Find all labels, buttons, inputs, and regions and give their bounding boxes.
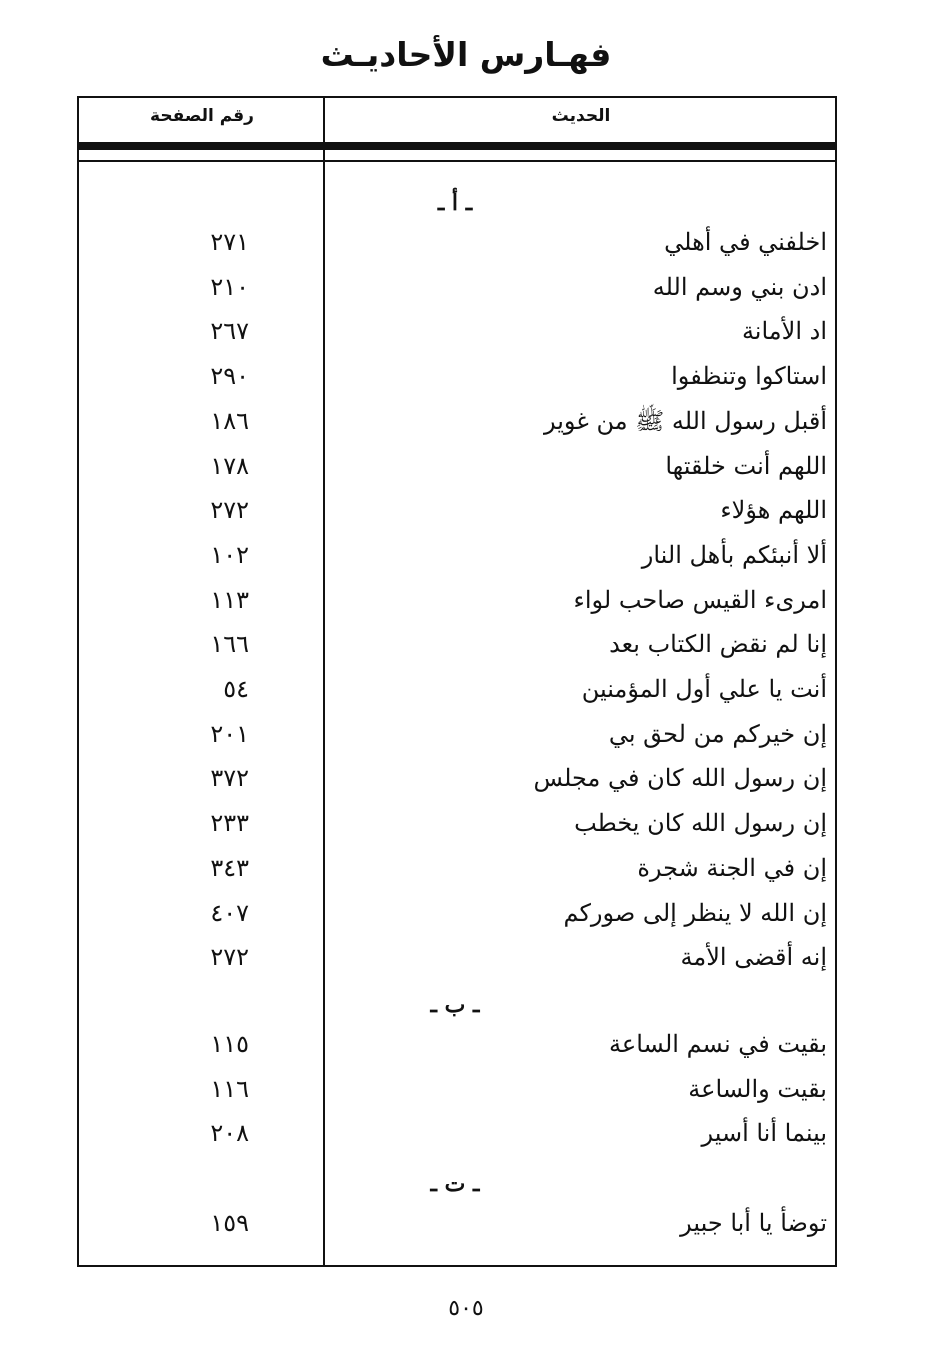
- page-reference: ٤٠٧: [210, 899, 249, 927]
- column-header-page-number: رقم الصفحة: [150, 106, 254, 126]
- page-reference: ٢٦٧: [210, 317, 249, 345]
- hadith-text: توضأ يا أبا جبير: [680, 1209, 827, 1237]
- index-row: [79, 1111, 835, 1155]
- page-reference: ٢٩٠: [210, 362, 249, 390]
- page-reference: ٣٧٢: [210, 764, 249, 792]
- column-header-hadith: الحديث: [551, 106, 611, 126]
- index-row: [79, 399, 835, 443]
- hadith-text: إنا لم نقض الكتاب بعد: [609, 630, 827, 658]
- index-row: [79, 891, 835, 935]
- index-row: [79, 935, 835, 979]
- hadith-text: بينما أنا أسير: [701, 1119, 827, 1147]
- page-reference: ٢١٠: [210, 273, 249, 301]
- index-row: [79, 712, 835, 756]
- hadith-text: أنت يا علي أول المؤمنين: [581, 675, 827, 703]
- section-letter: ـ ب ـ: [430, 992, 480, 1018]
- index-row: [79, 220, 835, 264]
- hadith-text: إن خيركم من لحق بي: [608, 720, 827, 748]
- hadith-text: ألا أنبئكم بأهل النار: [641, 541, 827, 569]
- page-reference: ١١٣: [210, 586, 249, 614]
- page-title: فهـارس الأحاديـث: [320, 35, 612, 74]
- page-reference: ٢٠٨: [210, 1119, 249, 1147]
- page-number: ٥٠٥: [448, 1296, 484, 1321]
- index-row: [79, 1067, 835, 1111]
- hadith-text: اللهم أنت خلقتها: [665, 452, 827, 480]
- page-reference: ١١٦: [210, 1075, 249, 1103]
- hadith-text: بقيت في نسم الساعة: [609, 1030, 827, 1058]
- index-row: [79, 801, 835, 845]
- hadith-text: أقبل رسول الله ﷺ من غوير: [543, 407, 827, 435]
- index-row: [79, 756, 835, 800]
- section-letter: ـ ت ـ: [430, 1171, 480, 1197]
- frame-edge-right: [835, 150, 837, 160]
- index-row: [79, 622, 835, 666]
- page-reference: ١٧٨: [210, 452, 249, 480]
- hadith-text: بقيت والساعة: [688, 1075, 827, 1103]
- page-reference: ٢٧١: [210, 228, 249, 256]
- index-row: [79, 444, 835, 488]
- index-row: [79, 354, 835, 398]
- page-reference: ١٠٢: [210, 541, 249, 569]
- section-letter: ـ أ ـ: [437, 190, 473, 216]
- index-row: [79, 265, 835, 309]
- hadith-text: اللهم هؤلاء: [720, 496, 827, 524]
- header-rule: [77, 142, 837, 150]
- page-reference: ٢٣٣: [210, 809, 249, 837]
- hadith-text: امرىء القيس صاحب لواء: [573, 586, 827, 614]
- page-reference: ٢٧٢: [210, 943, 249, 971]
- index-row: [79, 846, 835, 890]
- page-reference: ٢٠١: [210, 720, 249, 748]
- hadith-text: إنه أقضى الأمة: [680, 943, 827, 971]
- index-row: [79, 488, 835, 532]
- index-row: [79, 578, 835, 622]
- hadith-text: إن رسول الله كان في مجلس: [533, 764, 827, 792]
- page-reference: ١٦٦: [210, 630, 249, 658]
- index-row: [79, 533, 835, 577]
- page-reference: ٢٧٢: [210, 496, 249, 524]
- index-row: [79, 1201, 835, 1245]
- hadith-text: إن الله لا ينظر إلى صوركم: [563, 899, 827, 927]
- index-row: [79, 309, 835, 353]
- frame-edge-left: [77, 150, 79, 160]
- page-reference: ١٨٦: [210, 407, 249, 435]
- page-reference: ١٥٩: [210, 1209, 249, 1237]
- hadith-text: استاكوا وتنظفوا: [671, 362, 827, 390]
- page-reference: ٥٤: [223, 675, 249, 703]
- page-reference: ١١٥: [210, 1030, 249, 1058]
- hadith-text: إن رسول الله كان يخطب: [574, 809, 827, 837]
- hadith-text: ادن بني وسم الله: [652, 273, 827, 301]
- hadith-text: اخلفني في أهلي: [664, 228, 827, 256]
- hadith-text: إن في الجنة شجرة: [637, 854, 827, 882]
- index-row: [79, 1022, 835, 1066]
- index-row: [79, 667, 835, 711]
- page-reference: ٣٤٣: [210, 854, 249, 882]
- hadith-text: اد الأمانة: [741, 317, 827, 345]
